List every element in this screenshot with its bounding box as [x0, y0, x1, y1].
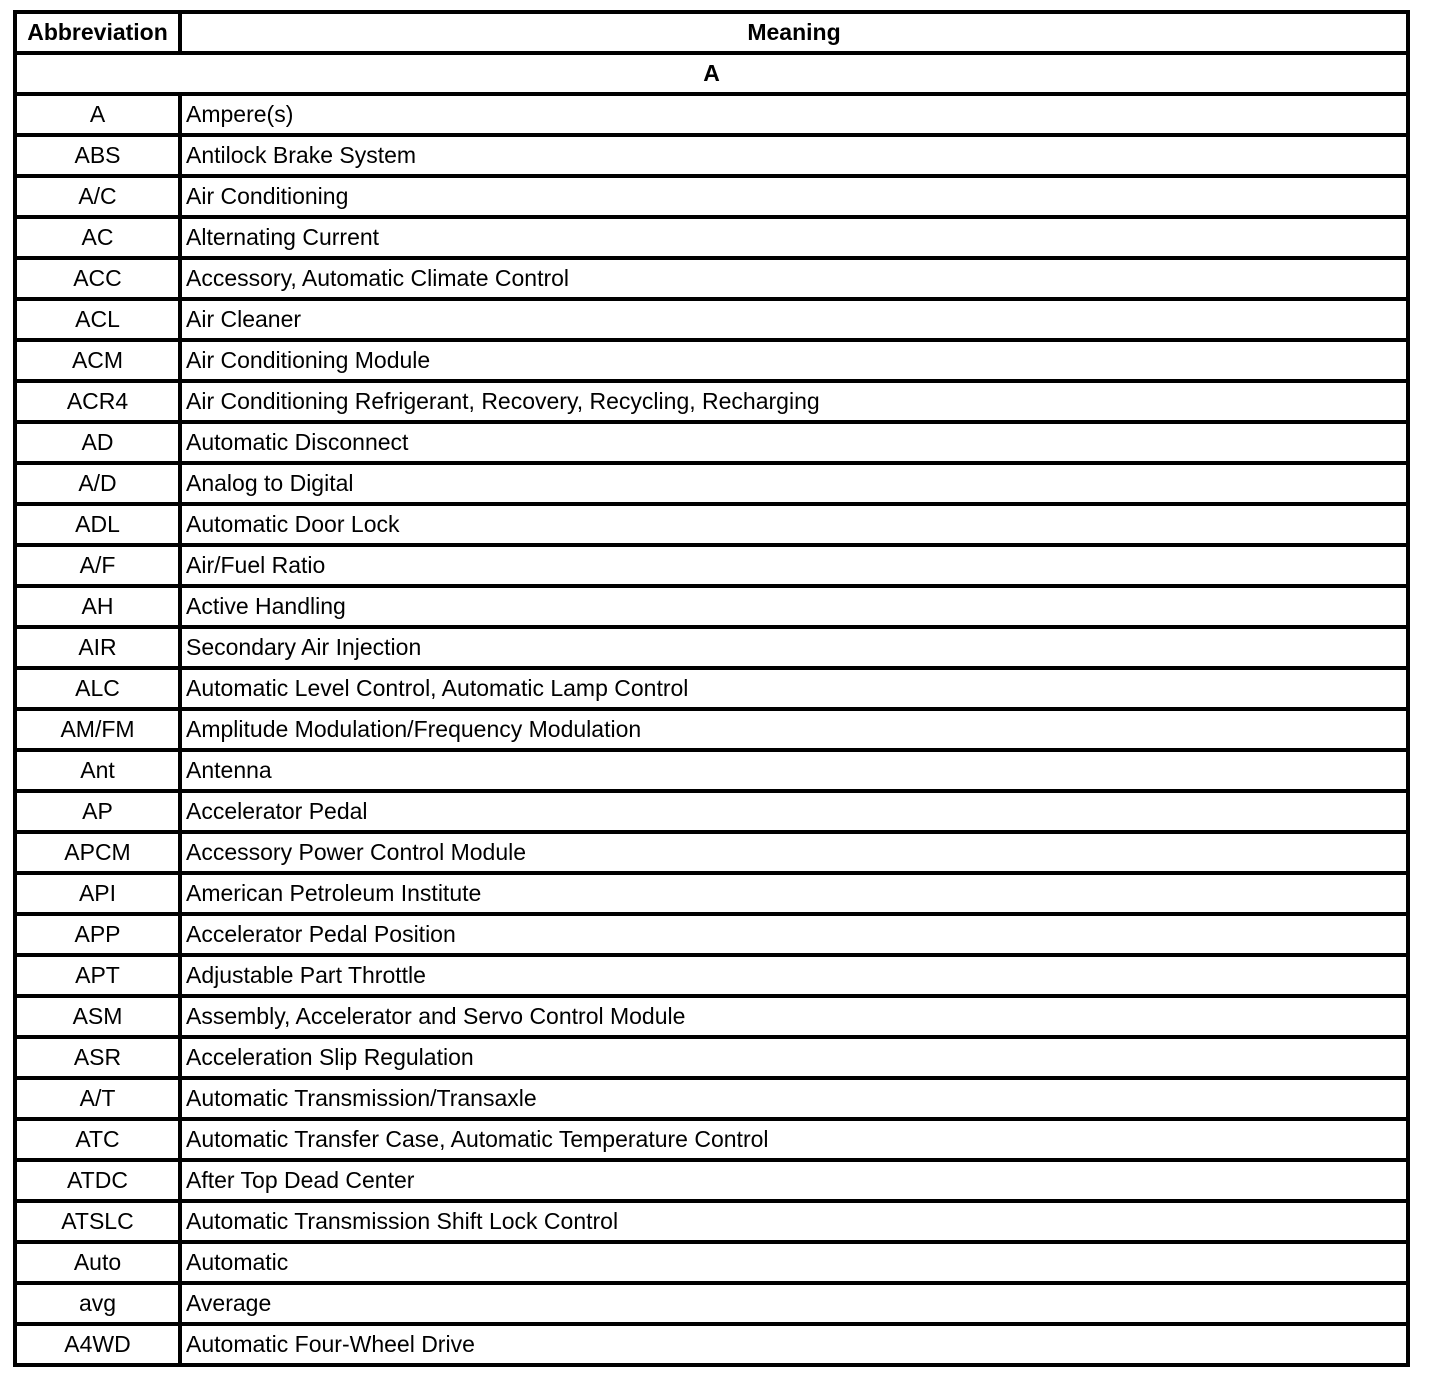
- abbreviation-cell: A/T: [15, 1078, 180, 1119]
- meaning-cell: Automatic Door Lock: [180, 504, 1408, 545]
- section-row: [15, 53, 1408, 94]
- table-row: [15, 955, 1408, 996]
- table-row: [15, 1160, 1408, 1201]
- abbreviation-cell: ATDC: [15, 1160, 180, 1201]
- abbreviation-cell: API: [15, 873, 180, 914]
- header-meaning: Meaning: [180, 12, 1408, 53]
- abbreviation-cell: ACM: [15, 340, 180, 381]
- abbreviation-cell: APCM: [15, 832, 180, 873]
- abbreviation-cell: ACL: [15, 299, 180, 340]
- table-row: [15, 832, 1408, 873]
- table-row: [15, 135, 1408, 176]
- table-row: [15, 258, 1408, 299]
- abbreviation-cell: A4WD: [15, 1324, 180, 1365]
- table-row: [15, 1283, 1408, 1324]
- meaning-cell: Ampere(s): [180, 94, 1408, 135]
- meaning-cell: Amplitude Modulation/Frequency Modulation: [180, 709, 1408, 750]
- table-row: [15, 668, 1408, 709]
- abbreviation-cell: A/D: [15, 463, 180, 504]
- table-row: [15, 709, 1408, 750]
- table-row: [15, 873, 1408, 914]
- abbreviation-cell: ACR4: [15, 381, 180, 422]
- meaning-cell: Antilock Brake System: [180, 135, 1408, 176]
- table-row: [15, 1201, 1408, 1242]
- abbreviation-cell: ASM: [15, 996, 180, 1037]
- table-row: [15, 791, 1408, 832]
- meaning-cell: Automatic Disconnect: [180, 422, 1408, 463]
- table-row: [15, 545, 1408, 586]
- table-row: [15, 586, 1408, 627]
- meaning-cell: Alternating Current: [180, 217, 1408, 258]
- abbreviation-cell: APP: [15, 914, 180, 955]
- table-row: [15, 299, 1408, 340]
- abbreviation-cell: AIR: [15, 627, 180, 668]
- abbreviation-cell: ATC: [15, 1119, 180, 1160]
- table-row: [15, 94, 1408, 135]
- abbreviation-cell: AM/FM: [15, 709, 180, 750]
- meaning-cell: Air/Fuel Ratio: [180, 545, 1408, 586]
- abbreviation-cell: ATSLC: [15, 1201, 180, 1242]
- abbreviation-cell: A/C: [15, 176, 180, 217]
- meaning-cell: Automatic Transfer Case, Automatic Temperature Control: [180, 1119, 1408, 1160]
- meaning-cell: Automatic Level Control, Automatic Lamp Control: [180, 668, 1408, 709]
- table-row: [15, 176, 1408, 217]
- abbreviation-cell: AC: [15, 217, 180, 258]
- meaning-cell: American Petroleum Institute: [180, 873, 1408, 914]
- meaning-cell: After Top Dead Center: [180, 1160, 1408, 1201]
- meaning-cell: Air Conditioning Refrigerant, Recovery, Recycling, Recharging: [180, 381, 1408, 422]
- meaning-cell: Active Handling: [180, 586, 1408, 627]
- table-row: [15, 1037, 1408, 1078]
- table-row: [15, 504, 1408, 545]
- table-row: [15, 750, 1408, 791]
- abbreviation-cell: Ant: [15, 750, 180, 791]
- meaning-cell: Average: [180, 1283, 1408, 1324]
- meaning-cell: Analog to Digital: [180, 463, 1408, 504]
- meaning-cell: Accessory, Automatic Climate Control: [180, 258, 1408, 299]
- table-row: [15, 217, 1408, 258]
- meaning-cell: Antenna: [180, 750, 1408, 791]
- abbreviation-cell: AP: [15, 791, 180, 832]
- table-row: [15, 340, 1408, 381]
- abbreviation-cell: ASR: [15, 1037, 180, 1078]
- table-row: [15, 1242, 1408, 1283]
- meaning-cell: Assembly, Accelerator and Servo Control Module: [180, 996, 1408, 1037]
- table-row: [15, 1119, 1408, 1160]
- header-row: [15, 12, 1408, 53]
- meaning-cell: Air Cleaner: [180, 299, 1408, 340]
- section-heading: A: [15, 53, 1408, 94]
- abbreviation-cell: AD: [15, 422, 180, 463]
- table-row: [15, 463, 1408, 504]
- abbreviation-cell: A/F: [15, 545, 180, 586]
- table-row: [15, 914, 1408, 955]
- abbreviation-cell: ACC: [15, 258, 180, 299]
- table-row: [15, 996, 1408, 1037]
- meaning-cell: Air Conditioning: [180, 176, 1408, 217]
- abbreviation-cell: A: [15, 94, 180, 135]
- table-body: [15, 53, 1408, 1365]
- table-row: [15, 627, 1408, 668]
- meaning-cell: Secondary Air Injection: [180, 627, 1408, 668]
- meaning-cell: Accelerator Pedal: [180, 791, 1408, 832]
- meaning-cell: Accelerator Pedal Position: [180, 914, 1408, 955]
- meaning-cell: Automatic: [180, 1242, 1408, 1283]
- abbreviation-cell: avg: [15, 1283, 180, 1324]
- meaning-cell: Acceleration Slip Regulation: [180, 1037, 1408, 1078]
- meaning-cell: Automatic Four-Wheel Drive: [180, 1324, 1408, 1365]
- meaning-cell: Automatic Transmission Shift Lock Control: [180, 1201, 1408, 1242]
- abbreviation-cell: ADL: [15, 504, 180, 545]
- header-abbreviation: Abbreviation: [15, 12, 180, 53]
- table-row: [15, 381, 1408, 422]
- abbreviation-cell: ALC: [15, 668, 180, 709]
- meaning-cell: Adjustable Part Throttle: [180, 955, 1408, 996]
- abbreviation-table: [13, 10, 1410, 1367]
- table-row: [15, 1324, 1408, 1365]
- table-row: [15, 422, 1408, 463]
- meaning-cell: Accessory Power Control Module: [180, 832, 1408, 873]
- abbreviation-cell: Auto: [15, 1242, 180, 1283]
- meaning-cell: Air Conditioning Module: [180, 340, 1408, 381]
- abbreviation-cell: APT: [15, 955, 180, 996]
- table-row: [15, 1078, 1408, 1119]
- abbreviation-cell: AH: [15, 586, 180, 627]
- abbreviation-cell: ABS: [15, 135, 180, 176]
- meaning-cell: Automatic Transmission/Transaxle: [180, 1078, 1408, 1119]
